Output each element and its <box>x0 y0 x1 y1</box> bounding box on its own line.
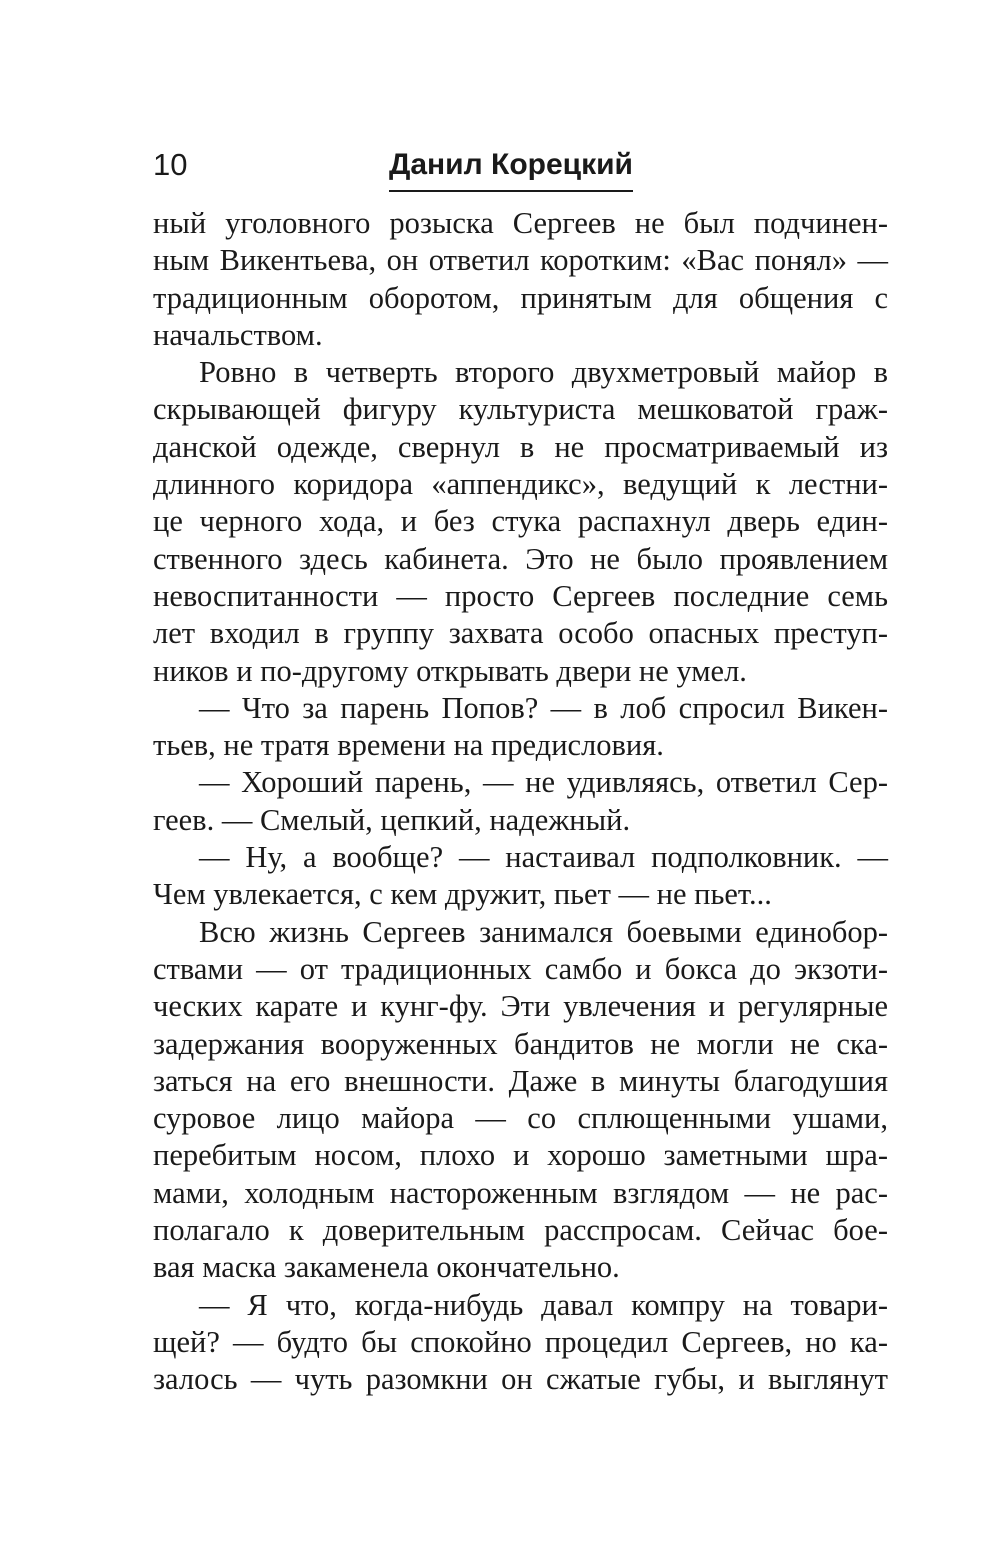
text-line: длинного коридора «аппендикс», ведущий к лестни- <box>153 467 888 502</box>
text-line: скрывающей фигуру культуриста мешковатой граж- <box>153 392 888 427</box>
text-line: вая маска закаменела окончательно. <box>153 1250 620 1285</box>
text-line: ный уголовного розыска Сергеев не был подчинен- <box>153 206 888 240</box>
text-line: начальством. <box>153 317 323 352</box>
body-text <box>153 205 888 1399</box>
page-number: 10 <box>153 147 188 182</box>
text-line: залось — чуть разомкни он сжатые губы, и выглянут <box>153 1362 888 1397</box>
text-line: геев. — Смелый, цепкий, надежный. <box>153 802 631 837</box>
author-name: Данил Корецкий <box>389 140 633 192</box>
text-line: перебитым носом, плохо и хорошо заметными шра- <box>153 1138 888 1173</box>
text-line: Чем увлекается, с кем дружит, пьет — не пьет... <box>153 877 772 912</box>
text-line: — Ну, а вообще? — настаивал подполковник. — <box>199 840 888 875</box>
text-line: заться на его внешности. Даже в минуты благодушия <box>153 1063 888 1098</box>
text-line: суровое лицо майора — со сплющенными ушами, <box>153 1101 888 1136</box>
text-line: традиционным оборотом, принятым для общения с <box>153 280 888 315</box>
text-line: Ровно в четверть второго двухметровый майор в <box>199 355 888 390</box>
text-line: лет входил в группу захвата особо опасных преступ- <box>153 616 888 651</box>
text-line: Всю жизнь Сергеев занимался боевыми единобор- <box>199 914 888 949</box>
text-line: — Хороший парень, — не удивляясь, ответил Сер- <box>199 765 888 800</box>
text-line: — Я что, когда-нибудь давал компру на товари- <box>199 1287 888 1322</box>
text-line: данской одежде, свернул в не просматриваемый из <box>153 429 888 464</box>
text-line: ческих карате и кунг-фу. Эти увлечения и регулярные <box>153 989 888 1024</box>
text-line: полагало к доверительным расспросам. Сейчас бое- <box>153 1213 888 1248</box>
text-line: невоспитанности — просто Сергеев последние семь <box>153 578 888 613</box>
text-line: ников и по-другому открывать двери не умел. <box>153 653 747 688</box>
text-line: ственного здесь кабинета. Это не было проявлением <box>153 541 888 576</box>
text-line: мами, холодным настороженным взглядом — не рас- <box>153 1175 888 1210</box>
text-line: це черного хода, и без стука распахнул дверь един- <box>153 504 888 539</box>
running-head <box>153 140 888 190</box>
text-line: тьев, не тратя времени на предисловия. <box>153 728 664 763</box>
text-line: ствами — от традиционных самбо и бокса до экзоти- <box>153 951 888 986</box>
text-line: задержания вооруженных бандитов не могли не ска- <box>153 1026 888 1061</box>
text-line: щей? — будто бы спокойно процедил Сергеев, но ка- <box>153 1324 888 1359</box>
text-line: ным Викентьева, он ответил коротким: «Вас понял» — <box>153 243 888 278</box>
text-line: — Что за парень Попов? — в лоб спросил Викен- <box>199 690 888 725</box>
